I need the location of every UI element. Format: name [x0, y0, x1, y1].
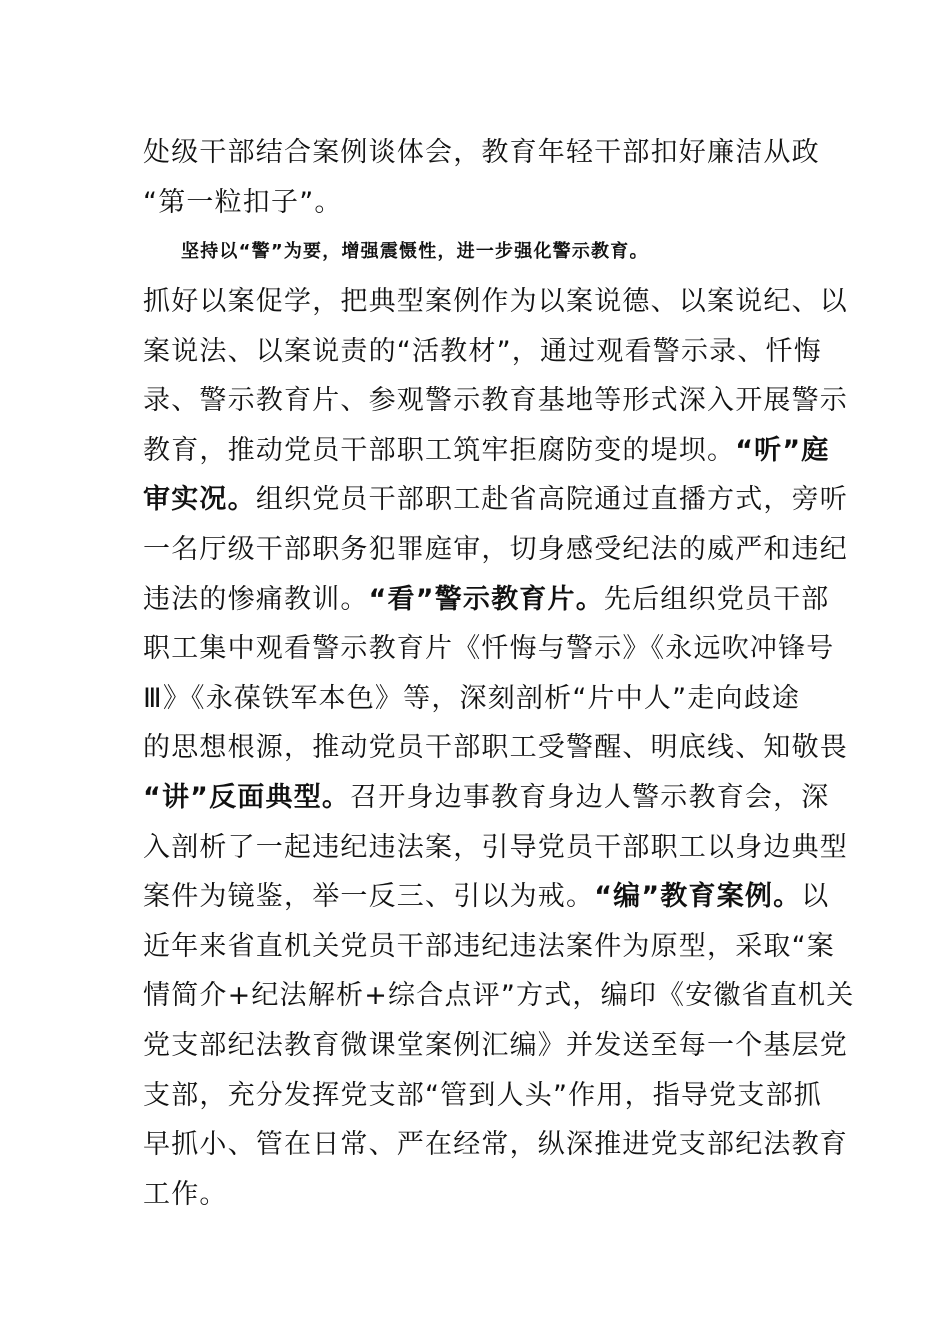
- text-run: 职工集中观看警示教育片《忏悔与警示》《永远吹冲锋号: [143, 633, 835, 664]
- text-run: 入剖析了一起违纪违法案，引导党员干部职工以身边典型: [143, 832, 848, 863]
- text-run: 早抓小、管在日常、严在经常，纵深推进党支部纪法教育: [143, 1129, 848, 1160]
- text-run: 违法的惨痛教训。: [143, 584, 369, 615]
- text-run: 组织党员干部职工赴省高院通过直播方式，旁听: [255, 484, 849, 515]
- text-line: [143, 823, 848, 873]
- text-line: [143, 1071, 843, 1121]
- text-line: [143, 624, 843, 674]
- text-run: “第一粒扣子”。: [143, 187, 343, 218]
- text-line: [143, 426, 843, 476]
- text-run: 近年来省直机关党员干部违纪违法案件为原型，采取“案: [143, 931, 835, 962]
- text-run: 以: [801, 881, 830, 912]
- text-run: 党支部纪法教育微课堂案例汇编》并发送至每一个基层党: [143, 1030, 848, 1061]
- text-run: 召开身边事教育身边人警示教育会，深: [350, 782, 830, 813]
- section-heading-line: [181, 227, 881, 277]
- bold-subheading: “听”庭: [735, 435, 830, 466]
- text-line: [143, 376, 848, 426]
- text-run: 抓好以案促学，把典型案例作为以案说德、以案说纪、以: [143, 286, 848, 317]
- text-line: [143, 723, 848, 773]
- text-line: [143, 277, 848, 327]
- text-run: 录、警示教育片、参观警示教育基地等形式深入开展警示: [143, 385, 848, 416]
- text-run: Ⅲ》《永葆铁军本色》等，深刻剖析“片中人”走向歧途: [143, 683, 801, 714]
- text-line: [143, 525, 848, 575]
- text-line: [143, 178, 843, 228]
- text-line: [143, 674, 843, 724]
- text-run: 情简介+纪法解析+综合点评”方式，编印《安徽省直机关: [143, 980, 855, 1011]
- text-line: [143, 971, 855, 1021]
- text-run: 处级干部结合案例谈体会，教育年轻干部扣好廉洁从政: [143, 137, 820, 168]
- text-run: 工作。: [143, 1179, 228, 1210]
- text-run: 案件为镜鉴，举一反三、引以为戒。: [143, 881, 595, 912]
- text-line: [143, 922, 843, 972]
- text-line: [143, 1021, 848, 1071]
- bold-subheading: “讲”反面典型。: [143, 782, 351, 813]
- text-line: [143, 128, 843, 178]
- text-run: 案说法、以案说责的“活教材”，通过观看警示录、忏悔: [143, 336, 822, 367]
- text-line: [143, 773, 843, 823]
- bold-subheading: “看”警示教育片。: [368, 584, 604, 615]
- text-line: [143, 1170, 843, 1220]
- bold-subheading: 审实况。: [143, 484, 256, 515]
- section-heading: 坚持以“警”为要，增强震慑性，进一步强化警示教育。: [181, 241, 649, 262]
- bold-subheading: “编”教育案例。: [594, 881, 802, 912]
- text-run: 的思想根源，推动党员干部职工受警醒、明底线、知敬畏: [143, 732, 848, 763]
- text-run: 支部，充分发挥党支部“管到人头”作用，指导党支部抓: [143, 1080, 822, 1111]
- text-line: [143, 1120, 848, 1170]
- text-run: 教育，推动党员干部职工筑牢拒腐防变的堤坝。: [143, 435, 736, 466]
- text-line: [143, 872, 843, 922]
- text-line: [143, 475, 849, 525]
- text-line: [143, 327, 843, 377]
- text-run: 一名厅级干部职务犯罪庭审，切身感受纪法的威严和违纪: [143, 534, 848, 565]
- text-line: [143, 575, 843, 625]
- text-run: 先后组织党员干部: [603, 584, 830, 615]
